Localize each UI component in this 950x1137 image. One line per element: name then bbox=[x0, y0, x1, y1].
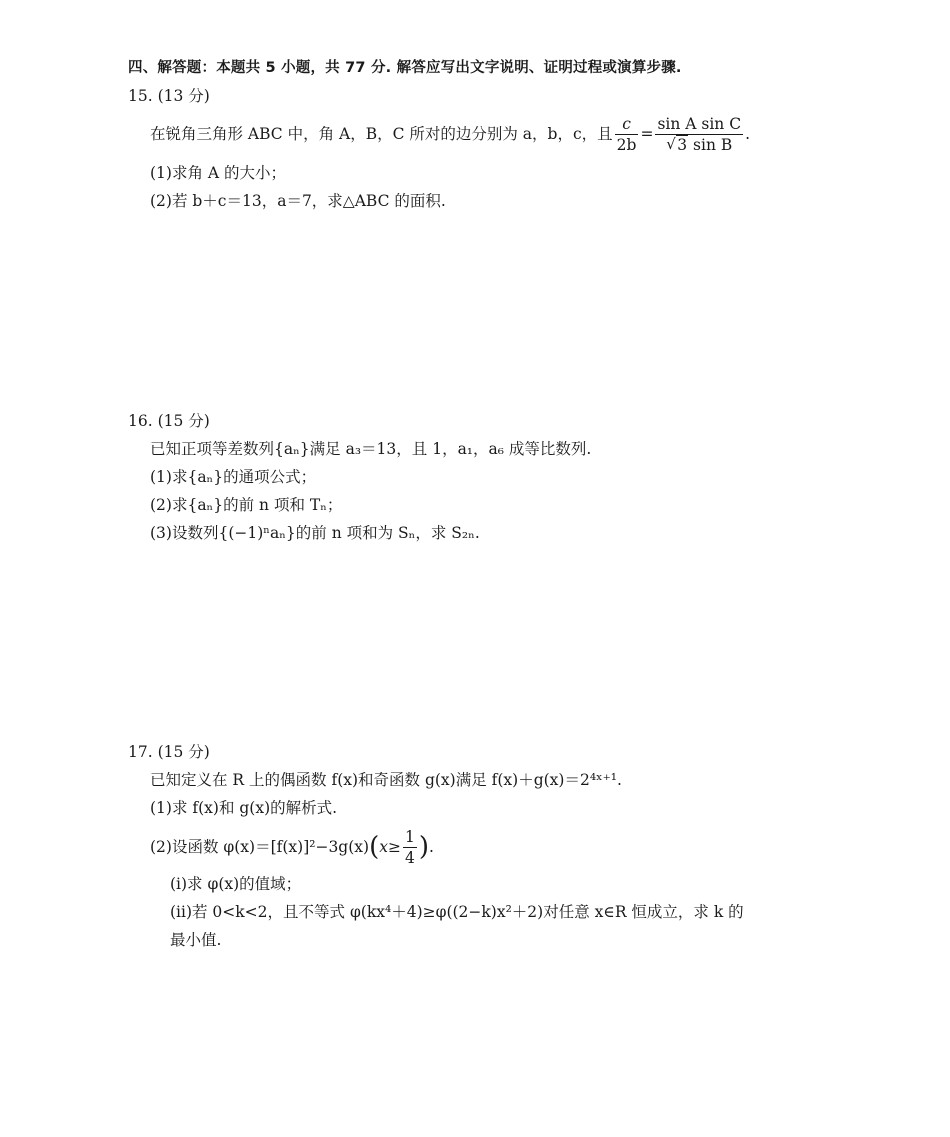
problem-15-number: 15. (13 分) bbox=[128, 87, 210, 105]
sqrt-symbol bbox=[666, 136, 688, 154]
problem-17-number: 17. (15 分) bbox=[128, 743, 210, 761]
problem-16-part-2: (2)求{aₙ}的前 n 项和 Tₙ； bbox=[150, 496, 343, 514]
part-2-end: . bbox=[428, 838, 434, 856]
fraction-sin-ratio bbox=[655, 115, 743, 154]
problem-17-part-2 bbox=[150, 826, 434, 868]
fraction-denominator: 4 bbox=[404, 848, 415, 867]
fraction-denominator: 2b bbox=[616, 135, 637, 154]
problem-17-subpart-1: (ⅰ)求 φ(x)的值域； bbox=[170, 875, 302, 893]
fraction-numerator: 1 bbox=[404, 827, 415, 846]
radical-icon: √ bbox=[666, 134, 676, 153]
condition-text: x≥ bbox=[379, 838, 401, 856]
problem-15-intro bbox=[150, 112, 750, 156]
problem-15-part-2: (2)若 b＋c＝13，a＝7，求△ABC 的面积. bbox=[150, 192, 446, 210]
section-header: 四、解答题：本题共 5 小题，共 77 分. 解答应写出文字说明、证明过程或演算步骤. bbox=[128, 60, 682, 76]
denominator-rest: sin B bbox=[688, 135, 733, 154]
right-paren-icon: ) bbox=[418, 832, 429, 862]
problem-17-intro: 已知定义在 R 上的偶函数 f(x)和奇函数 g(x)满足 f(x)＋g(x)＝2⁴ˣ⁺¹. bbox=[150, 771, 622, 789]
problem-17-part-1: (1)求 f(x)和 g(x)的解析式. bbox=[150, 799, 338, 817]
left-paren-icon: ( bbox=[369, 832, 380, 862]
problem-17-subpart-2-cont: 最小值. bbox=[170, 931, 222, 949]
part-2-text: (2)设函数 φ(x)＝[f(x)]²−3g(x) bbox=[150, 838, 370, 856]
problem-17-subpart-2: (ⅱ)若 0<k<2，且不等式 φ(kx⁴＋4)≥φ((2−k)x²＋2)对任意 x∈R 恒成立，求 k 的 bbox=[170, 903, 744, 921]
problem-16-number: 16. (15 分) bbox=[128, 412, 210, 430]
problem-15-part-1: (1)求角 A 的大小； bbox=[150, 164, 287, 182]
fraction-denominator bbox=[655, 135, 743, 154]
fraction-c-over-2b bbox=[615, 115, 639, 154]
problem-16-part-1: (1)求{aₙ}的通项公式； bbox=[150, 468, 317, 486]
problem-16-intro: 已知正项等差数列{aₙ}满足 a₃＝13，且 1，a₁，a₆ 成等比数列. bbox=[150, 440, 592, 458]
fraction-one-quarter bbox=[403, 828, 417, 867]
fraction-numerator: c bbox=[615, 115, 639, 135]
sqrt-radicand: 3 bbox=[677, 135, 688, 154]
intro-end: . bbox=[745, 125, 751, 143]
equals-sign: = bbox=[640, 125, 654, 143]
problem-15-intro-text: 在锐角三角形 ABC 中，角 A，B，C 所对的边分别为 a，b，c，且 bbox=[150, 125, 613, 143]
fraction-numerator: sin A sin C bbox=[657, 114, 742, 133]
problem-16-part-3: (3)设数列{(−1)ⁿaₙ}的前 n 项和为 Sₙ，求 S₂ₙ. bbox=[150, 524, 480, 542]
